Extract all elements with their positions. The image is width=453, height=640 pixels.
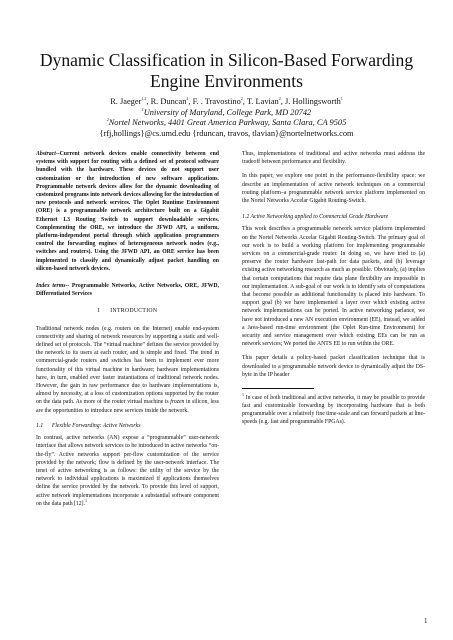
- right-column: [242, 150, 425, 426]
- subsection-heading-1-1: 1.1 Flexible Forwarding: Active Networks: [36, 422, 141, 429]
- active-networks-paragraph-cont: [242, 150, 425, 166]
- index-terms-lead: Index terms: [36, 283, 66, 290]
- abstract: [36, 150, 219, 273]
- footnote-reference: 1: [85, 497, 88, 503]
- footnote-divider: [242, 388, 314, 389]
- affiliation-2: $^2$Nortel Networks, 4401 Great America Parkway, Santa Clara, CA 9505: [106, 117, 347, 127]
- section-heading-introduction: I INTRODUCTION: [97, 308, 158, 315]
- intro-paragraph: [36, 325, 219, 415]
- performance-flexibility-paragraph: In this paper, we explore one point in the performance-flexibility space: we describe an implementation of active network techniques on a commercial routing platform–a programmable network service platform implemented on the Nortel Networks Accelar Gigabit Routing-Switch.: [242, 173, 425, 205]
- author-names: R. Jaeger$^{1,2}$, R. Duncan$^2$, F. . Travostino$^2$, T. Lavian$^2$, J. Hollingsworth$^1$: [110, 96, 343, 106]
- policy-classification-paragraph: This paper details a policy-based packet classification technique that is downloaded to a programmable network device to dynamically adjust the DS-byte in the IP header: [242, 355, 425, 378]
- subsection-heading-1-2: 1.2 Active Networking applied to Commercial Grade Hardware: [242, 214, 389, 221]
- index-terms: [36, 282, 219, 298]
- tradeoff-text: Thus, implementations of traditional and active networks must address the tradeoff between performance and flexibility.: [242, 151, 425, 166]
- index-terms-text: -- Programmable Networks, Active Networks, ORE, JFWD, Differentiated Services: [36, 283, 219, 298]
- footnote-mark: 1: [242, 392, 244, 398]
- intro-emphasis: frozen: [170, 399, 185, 406]
- abstract-lead: Abstract: [36, 151, 56, 157]
- active-networks-text: In contrast, active networks (AN) expose a “programmable” user-network interface that allows network services to be introduced in active networks “on-the-fly”. Active networks support per-flow customization of the service provided by the network; flow is defined by the user-network interface. The tenet of active networking is as follows: the utility of the service by the network to individual applications is maximized if applications themselves define the service provided by the network. To provide this level of support, active network implementations incorporate a substantial software component on the data path [12].: [36, 435, 219, 507]
- commercial-hardware-paragraph: This work describes a programmable network service platform implemented on the Nortel Networks Accelar Gigabit Routing-Switch. The primary goal of our work is to build a working platform for implementing programmable services on a commercial-grade router. In doing so, we have tried to (a) preserve the router hardware fast-path for data packets, and (b) leverage existing active networking research as much as possible. Obviously, (a) implies that certain computations that require data plane flexibility are impossible in our implementation. A sub-goal of our work is to identify sets of computations that become possible as additional functionality is placed into hardware. To support goal (b) we have implemented a layer over which existing active network implementations can be ported. In active networking parlance, we have not introduced a new AN execution environment (EE), instead, we added a Java-based run-time environment (the Oplet Run-time Environment) for security and service management over which existing EEs can be run as network services; We ported the ANTS EE to run within the ORE.: [242, 226, 425, 348]
- paper-title: Dynamic Classification in Silicon-Based Forwarding Engine Environments: [39, 50, 414, 91]
- author-emails: {rfj,hollings}@cs.umd.edu {rduncan, travos, tlavian}@nortelnetworks.com: [99, 128, 354, 138]
- abstract-text: --Current network devices enable connectivity between end systems with support for routing with a defined set of protocol software bundled with the hardware. These devices do not support user customization or the introduction of new software applications. Programmable network devices allow for the dynamic downloading of customized programs into network devices allowing for the introduction of new protocols and network services. The Oplet Runtime Environment (ORE) is a programmable network architecture built on a Gigabit Ethernet L3 Routing Switch to support downloadable services. Complementing the ORE, we introduce the JFWD API, a uniform, platform-independent portal through which application programmers control the forwarding engines of heterogeneous network nodes (e.g., switches and routers). Using the JFWD API, an ORE service has been implemented to classify and dynamically adjust packet handling on silicon-based network devices.: [36, 151, 219, 272]
- active-networks-paragraph-start: [36, 434, 219, 508]
- left-column: [36, 150, 219, 508]
- intro-text-2: in silicon, less are the opportunities to introduce new services inside the network.: [36, 399, 219, 414]
- footnote: [242, 394, 425, 426]
- affiliation-1: $^1$University of Maryland, College Park, MD 20742: [141, 106, 312, 117]
- page-number: 1: [424, 617, 428, 625]
- footnote-text: In case of both traditional and active networks, it may be possible to provide fast and customizable forwarding by incorporating hardware that is both programmable over a relatively fine time-scale and can forward packets at line-speeds (e.g. fast and programmable FPGAs).: [242, 395, 425, 426]
- intro-text-1: Traditional network nodes (e.g. routers on the Internet) enable end-system connectivity and sharing of network resources by supporting a static and well-defined set of protocols. The “virtual machine” defines the service provided by the network to its users at each router, and is simple and fixed. The trend in commercial-grade routers and switches has been to implement ever more functionality of this virtual machine in hardware; hardware implementations have, in turn, enabled ever faster instantiations of traditional network nodes. However, the gain in raw performance due to hardware implementations is, almost by necessity, at a loss of customization options supported by the router on the data path. As more of the router virtual machine is: [36, 325, 219, 406]
- author-block: [20, 97, 433, 139]
